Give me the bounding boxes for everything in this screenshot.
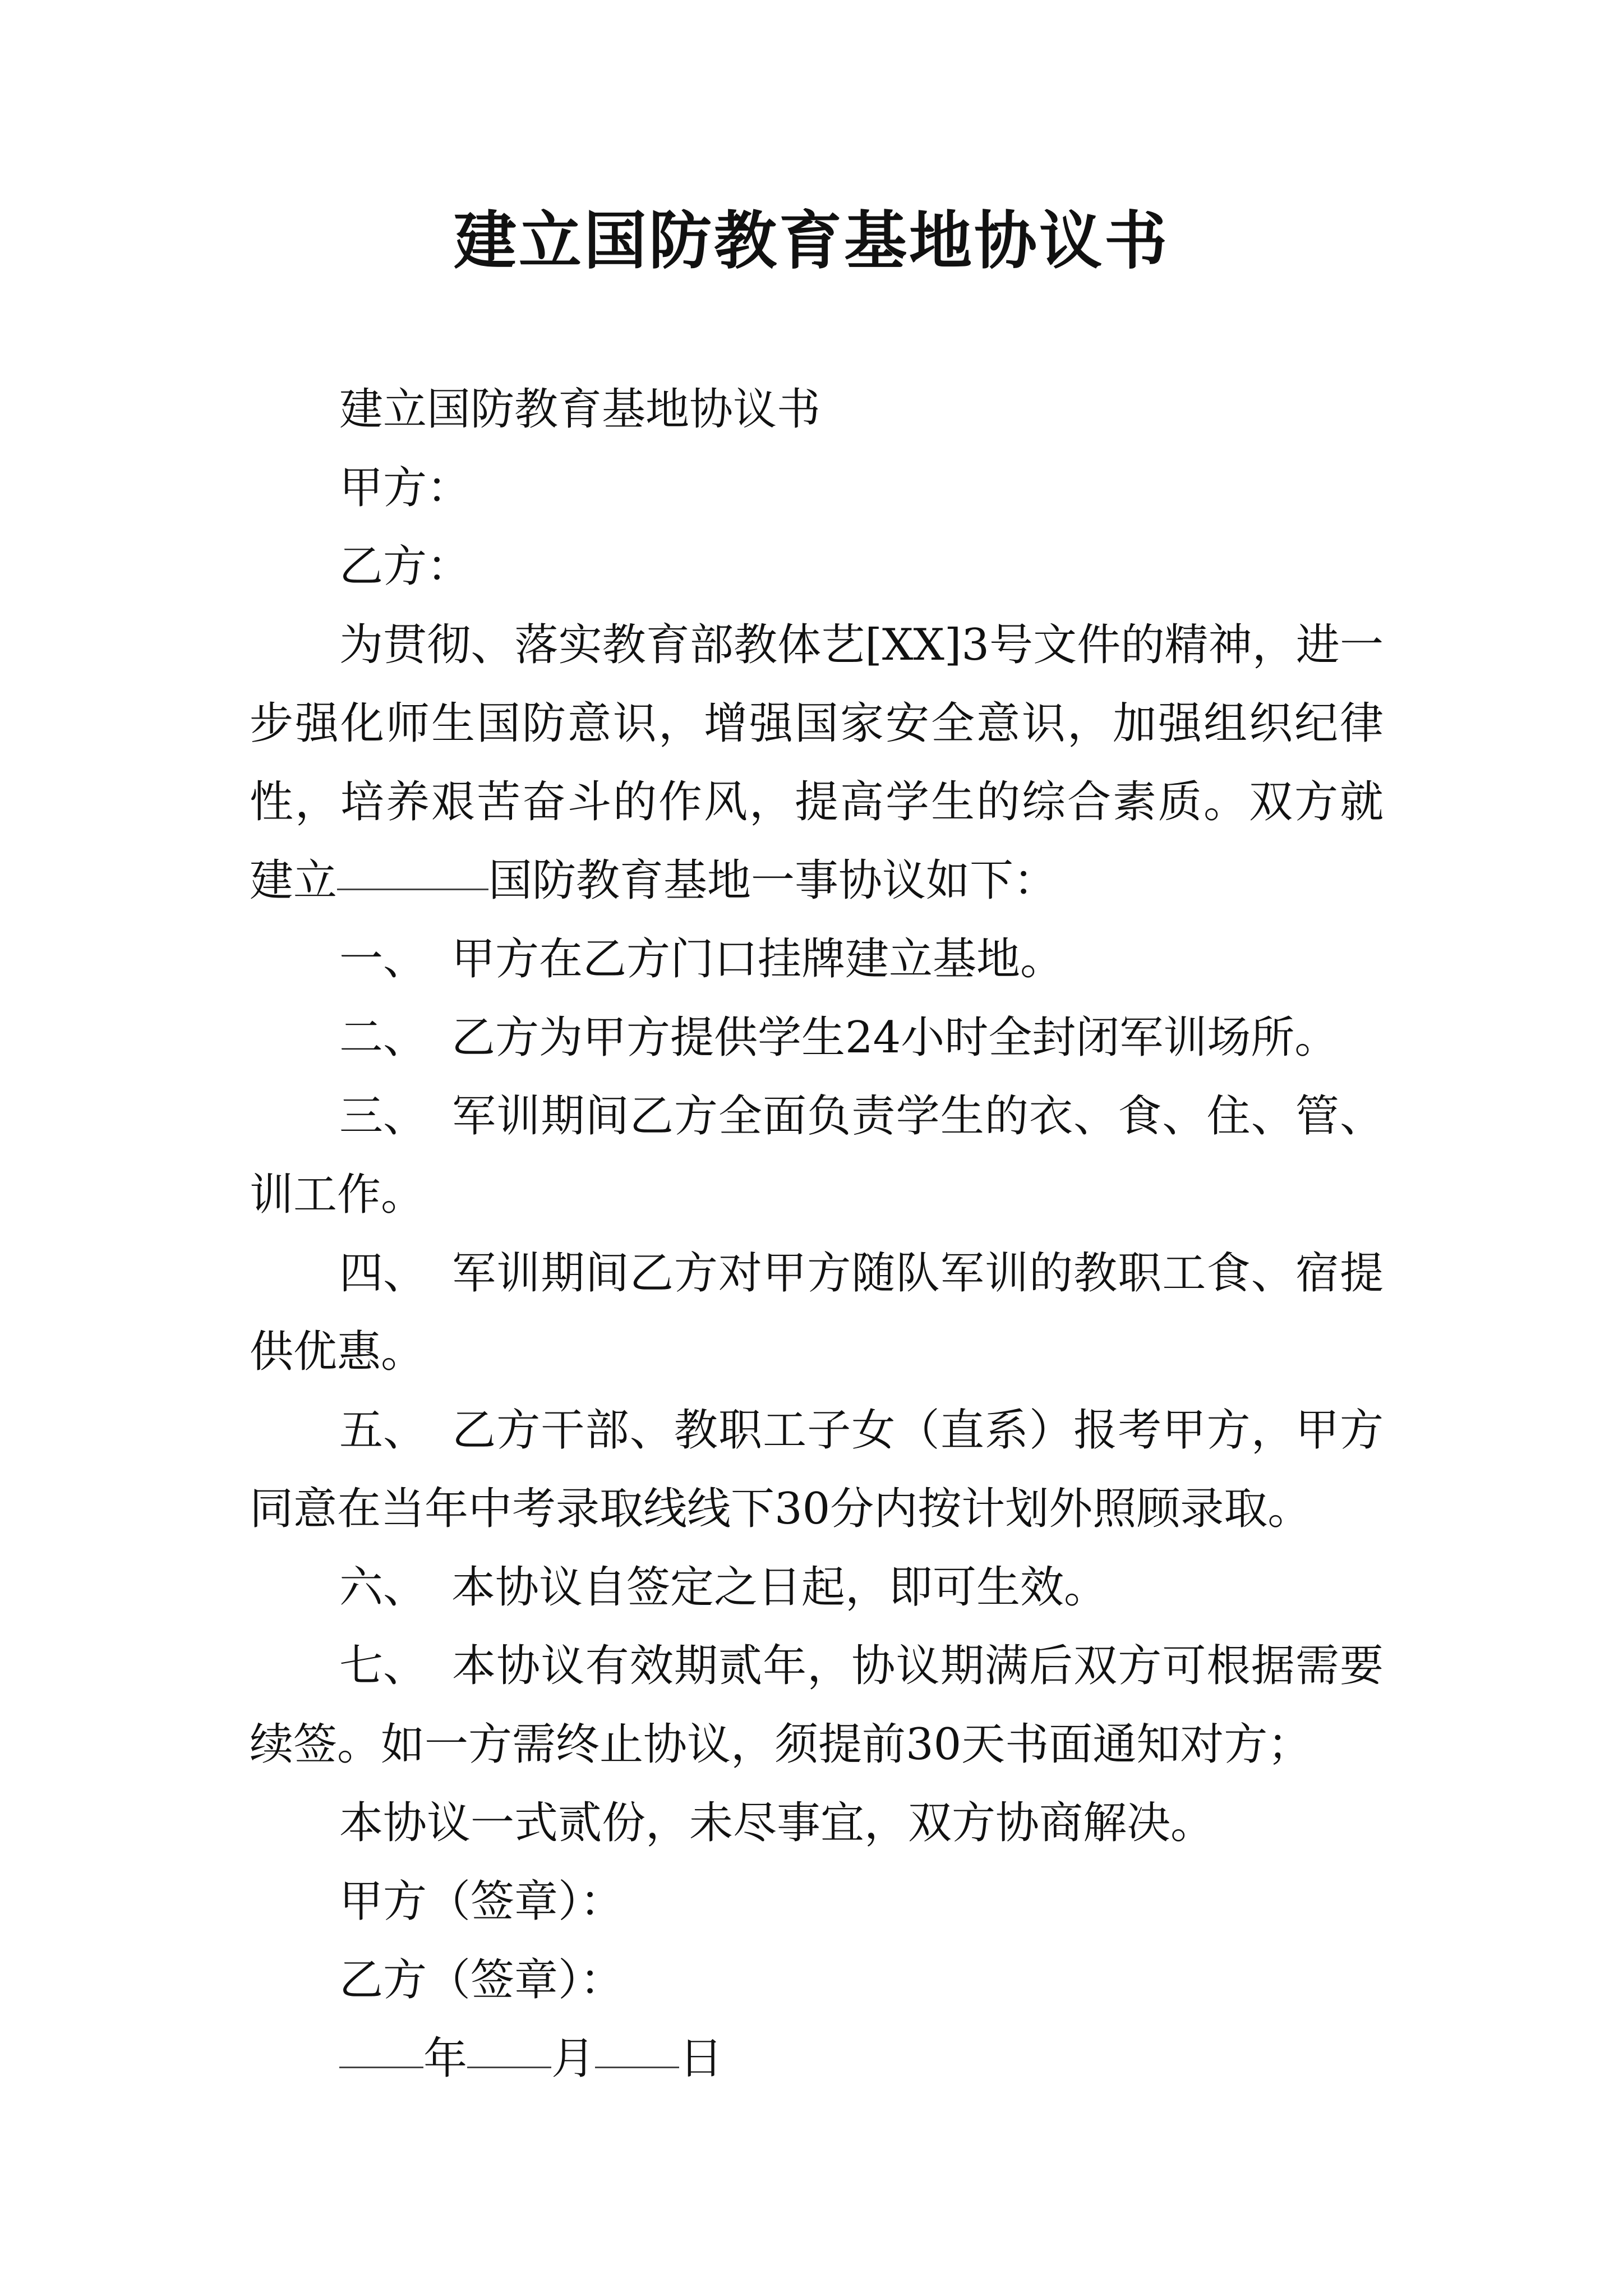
clause-number: 五、 (339, 1405, 427, 1456)
preamble-paragraph (250, 606, 1384, 920)
clause-number: 六、 (339, 1562, 427, 1613)
clause-number: 一、 (339, 934, 427, 984)
clause-1 (250, 920, 1384, 999)
clause-7 (250, 1627, 1384, 1784)
signature-party-a: 甲方（签章）： (339, 1876, 624, 1927)
clause-number: 七、 (339, 1641, 427, 1691)
base-name-blank (337, 841, 488, 890)
date-line (250, 2019, 1384, 2098)
clause-text: 军训期间乙方全面负责学生的衣、食、住、管、训工作。 (250, 1091, 1384, 1220)
clause-5 (250, 1391, 1384, 1548)
clause-text: 乙方为甲方提供学生24小时全封闭军训场所。 (451, 1013, 1339, 1063)
heading-repeat: 建立国防教育基地协议书 (339, 384, 821, 435)
clause-3 (250, 1077, 1384, 1234)
document-body (250, 370, 1384, 2098)
clause-6 (250, 1548, 1384, 1627)
clause-number: 四、 (339, 1248, 427, 1299)
party-b-line: 乙方： (339, 541, 471, 592)
year-label: 年 (423, 2033, 468, 2084)
clause-number: 三、 (339, 1091, 427, 1142)
day-label: 日 (679, 2033, 723, 2084)
clause-2 (250, 999, 1384, 1077)
clause-text: 乙方干部、教职工子女（直系）报考甲方，甲方同意在当年中考录取线线下30分内按计划外照顾录取。 (250, 1405, 1384, 1534)
day-blank (595, 2019, 679, 2068)
document-title: 建立国防教育基地协议书 (454, 204, 1169, 278)
clause-text: 本协议有效期贰年，协议期满后双方可根据需要续签。如一方需终止协议，须提前30天书面通知对方； (250, 1641, 1384, 1770)
month-blank (467, 2019, 551, 2068)
month-label: 月 (551, 2033, 596, 2084)
year-blank (339, 2019, 423, 2068)
clause-text: 本协议自签定之日起，即可生效。 (451, 1562, 1108, 1613)
signature-party-b: 乙方（签章）： (339, 1955, 624, 2005)
preamble-tail: 国防教育基地一事协议如下： (488, 855, 1058, 906)
preamble-main: 为贯彻、落实教育部教体艺[XX]3号文件的精神，进一步强化师生国防意识，增强国家安全意识，加强组织纪律性，培养艰苦奋斗的作风，提高学生的综合素质。双方就建立 (250, 620, 1384, 906)
clause-text: 军训期间乙方对甲方随队军训的教职工食、宿提供优惠。 (250, 1248, 1384, 1377)
clause-number: 二、 (339, 1013, 427, 1063)
copies-line: 本协议一式贰份，未尽事宜，双方协商解决。 (339, 1798, 1215, 1848)
party-a-line: 甲方： (339, 463, 471, 513)
clause-4 (250, 1234, 1384, 1391)
clause-text: 甲方在乙方门口挂牌建立基地。 (451, 934, 1064, 984)
